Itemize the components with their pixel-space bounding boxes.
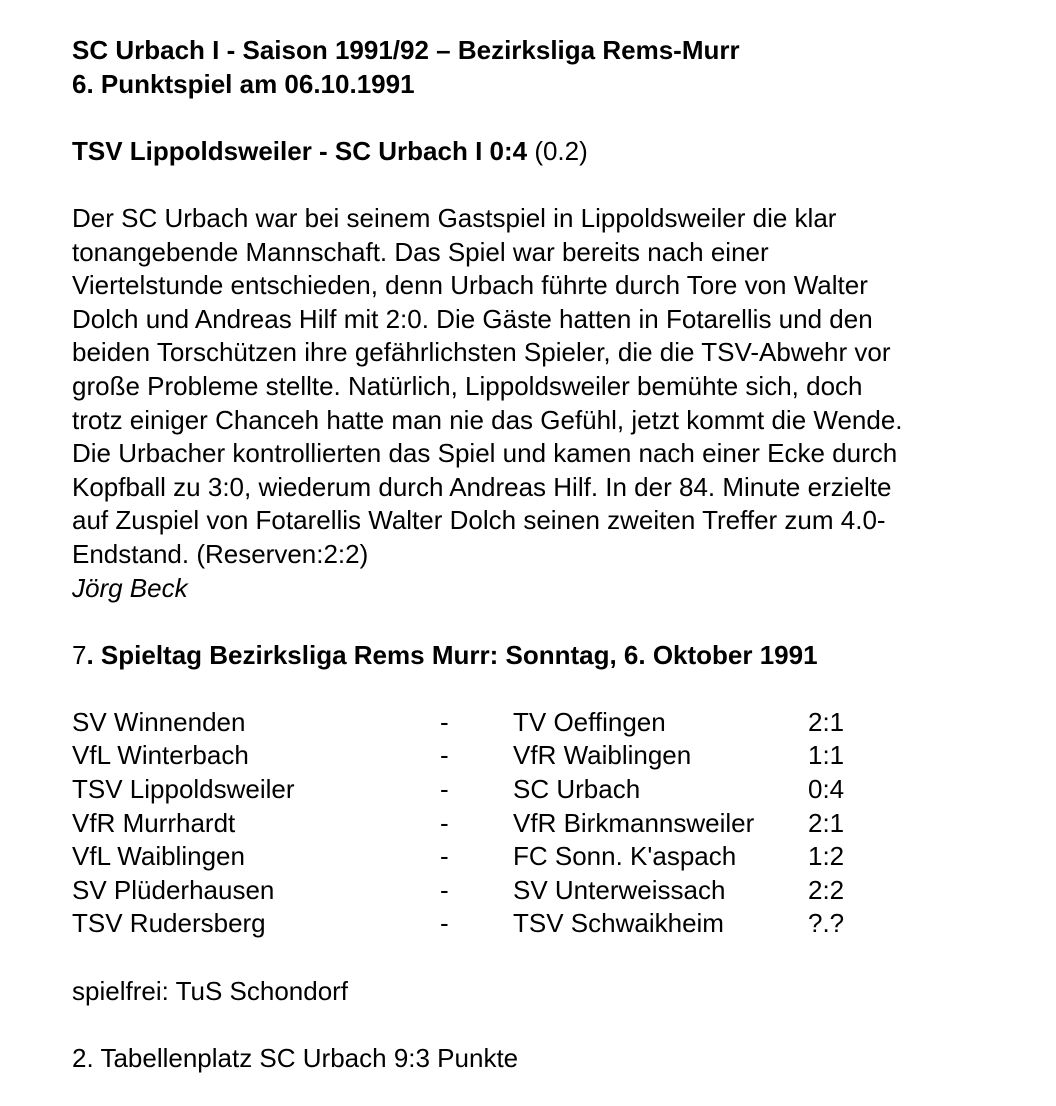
home-team: TSV Rudersberg <box>72 908 266 939</box>
report-line: trotz einiger Chanceh hatte man nie das Gefühl, jetzt kommt die Wende. <box>72 404 903 435</box>
result-row <box>72 706 1022 740</box>
home-team: VfL Winterbach <box>72 740 249 771</box>
spacer <box>72 672 1022 706</box>
score: 0:4 <box>808 774 845 805</box>
away-team: VfR Waiblingen <box>513 740 692 771</box>
match-headline <box>72 135 1022 169</box>
document-page <box>72 34 1022 1075</box>
document-title: SC Urbach I - Saison 1991/92 – Bezirksliga Rems-Murr <box>72 35 740 65</box>
score: 2:2 <box>808 874 845 905</box>
results-list <box>72 706 1022 941</box>
result-row <box>72 907 1022 941</box>
away-team: TV Oeffingen <box>513 706 666 737</box>
spacer <box>72 101 1022 135</box>
away-team: SC Urbach <box>513 774 641 805</box>
spacer <box>72 1008 1022 1042</box>
home-team: SV Winnenden <box>72 706 246 737</box>
away-team: FC Sonn. K'aspach <box>513 841 737 872</box>
separator: - <box>440 774 449 805</box>
halftime-score: (0.2) <box>527 135 588 166</box>
report-line: Die Urbacher kontrollierten das Spiel und kamen nach einer Ecke durch <box>72 438 898 469</box>
report-line: Der SC Urbach war bei seinem Gastspiel in Lippoldsweiler die klar <box>72 202 837 233</box>
result-row <box>72 840 1022 874</box>
away-team: VfR Birkmannsweiler <box>513 807 755 838</box>
report-line: tonangebende Mannschaft. Das Spiel war bereits nach einer <box>72 236 769 267</box>
score: 1:2 <box>808 841 845 872</box>
score: 2:1 <box>808 706 845 737</box>
home-team: TSV Lippoldsweiler <box>72 774 295 805</box>
home-team: SV Plüderhausen <box>72 874 275 905</box>
match-result: TSV Lippoldsweiler - SC Urbach I 0:4 <box>72 135 528 166</box>
result-row <box>72 874 1022 908</box>
home-team: VfL Waiblingen <box>72 841 245 872</box>
document-subtitle: 6. Punktspiel am 06.10.1991 <box>72 68 415 99</box>
matchday-number: 7 <box>72 639 87 670</box>
spacer <box>72 941 1022 975</box>
score: ?.? <box>808 908 845 939</box>
report-line: Kopfball zu 3:0, wiederum durch Andreas Hilf. In der 84. Minute erzielte <box>72 471 892 502</box>
report-line: Endstand. (Reserven:2:2) <box>72 538 369 569</box>
result-row <box>72 807 1022 841</box>
result-row <box>72 739 1022 773</box>
away-team: SV Unterweissach <box>513 874 726 905</box>
result-row <box>72 773 1022 807</box>
report-author: Jörg Beck <box>72 572 188 603</box>
report-line: große Probleme stellte. Natürlich, Lippoldsweiler bemühte sich, doch <box>72 370 863 401</box>
score: 2:1 <box>808 807 845 838</box>
spacer <box>72 605 1022 639</box>
report-line: auf Zuspiel von Fotarellis Walter Dolch seinen zweiten Treffer zum 4.0- <box>72 505 886 536</box>
report-line: beiden Torschützen ihre gefährlichsten Spieler, die die TSV-Abwehr vor <box>72 337 891 368</box>
table-standing: 2. Tabellenplatz SC Urbach 9:3 Punkte <box>72 1042 519 1073</box>
matchday-heading <box>72 639 1022 673</box>
match-report <box>72 202 1022 572</box>
spacer <box>72 168 1022 202</box>
report-line: Viertelstunde entschieden, denn Urbach führte durch Tore von Walter <box>72 270 868 301</box>
away-team: TSV Schwaikheim <box>513 908 724 939</box>
home-team: VfR Murrhardt <box>72 807 236 838</box>
report-line: Dolch und Andreas Hilf mit 2:0. Die Gäste hatten in Fotarellis und den <box>72 303 873 334</box>
separator: - <box>440 841 449 872</box>
separator: - <box>440 706 449 737</box>
matchday-title: . Spieltag Bezirksliga Rems Murr: Sonntag, 6. Oktober 1991 <box>86 639 818 670</box>
score: 1:1 <box>808 740 845 771</box>
bye-team: spielfrei: TuS Schondorf <box>72 975 349 1006</box>
separator: - <box>440 740 449 771</box>
separator: - <box>440 908 449 939</box>
separator: - <box>440 807 449 838</box>
separator: - <box>440 874 449 905</box>
